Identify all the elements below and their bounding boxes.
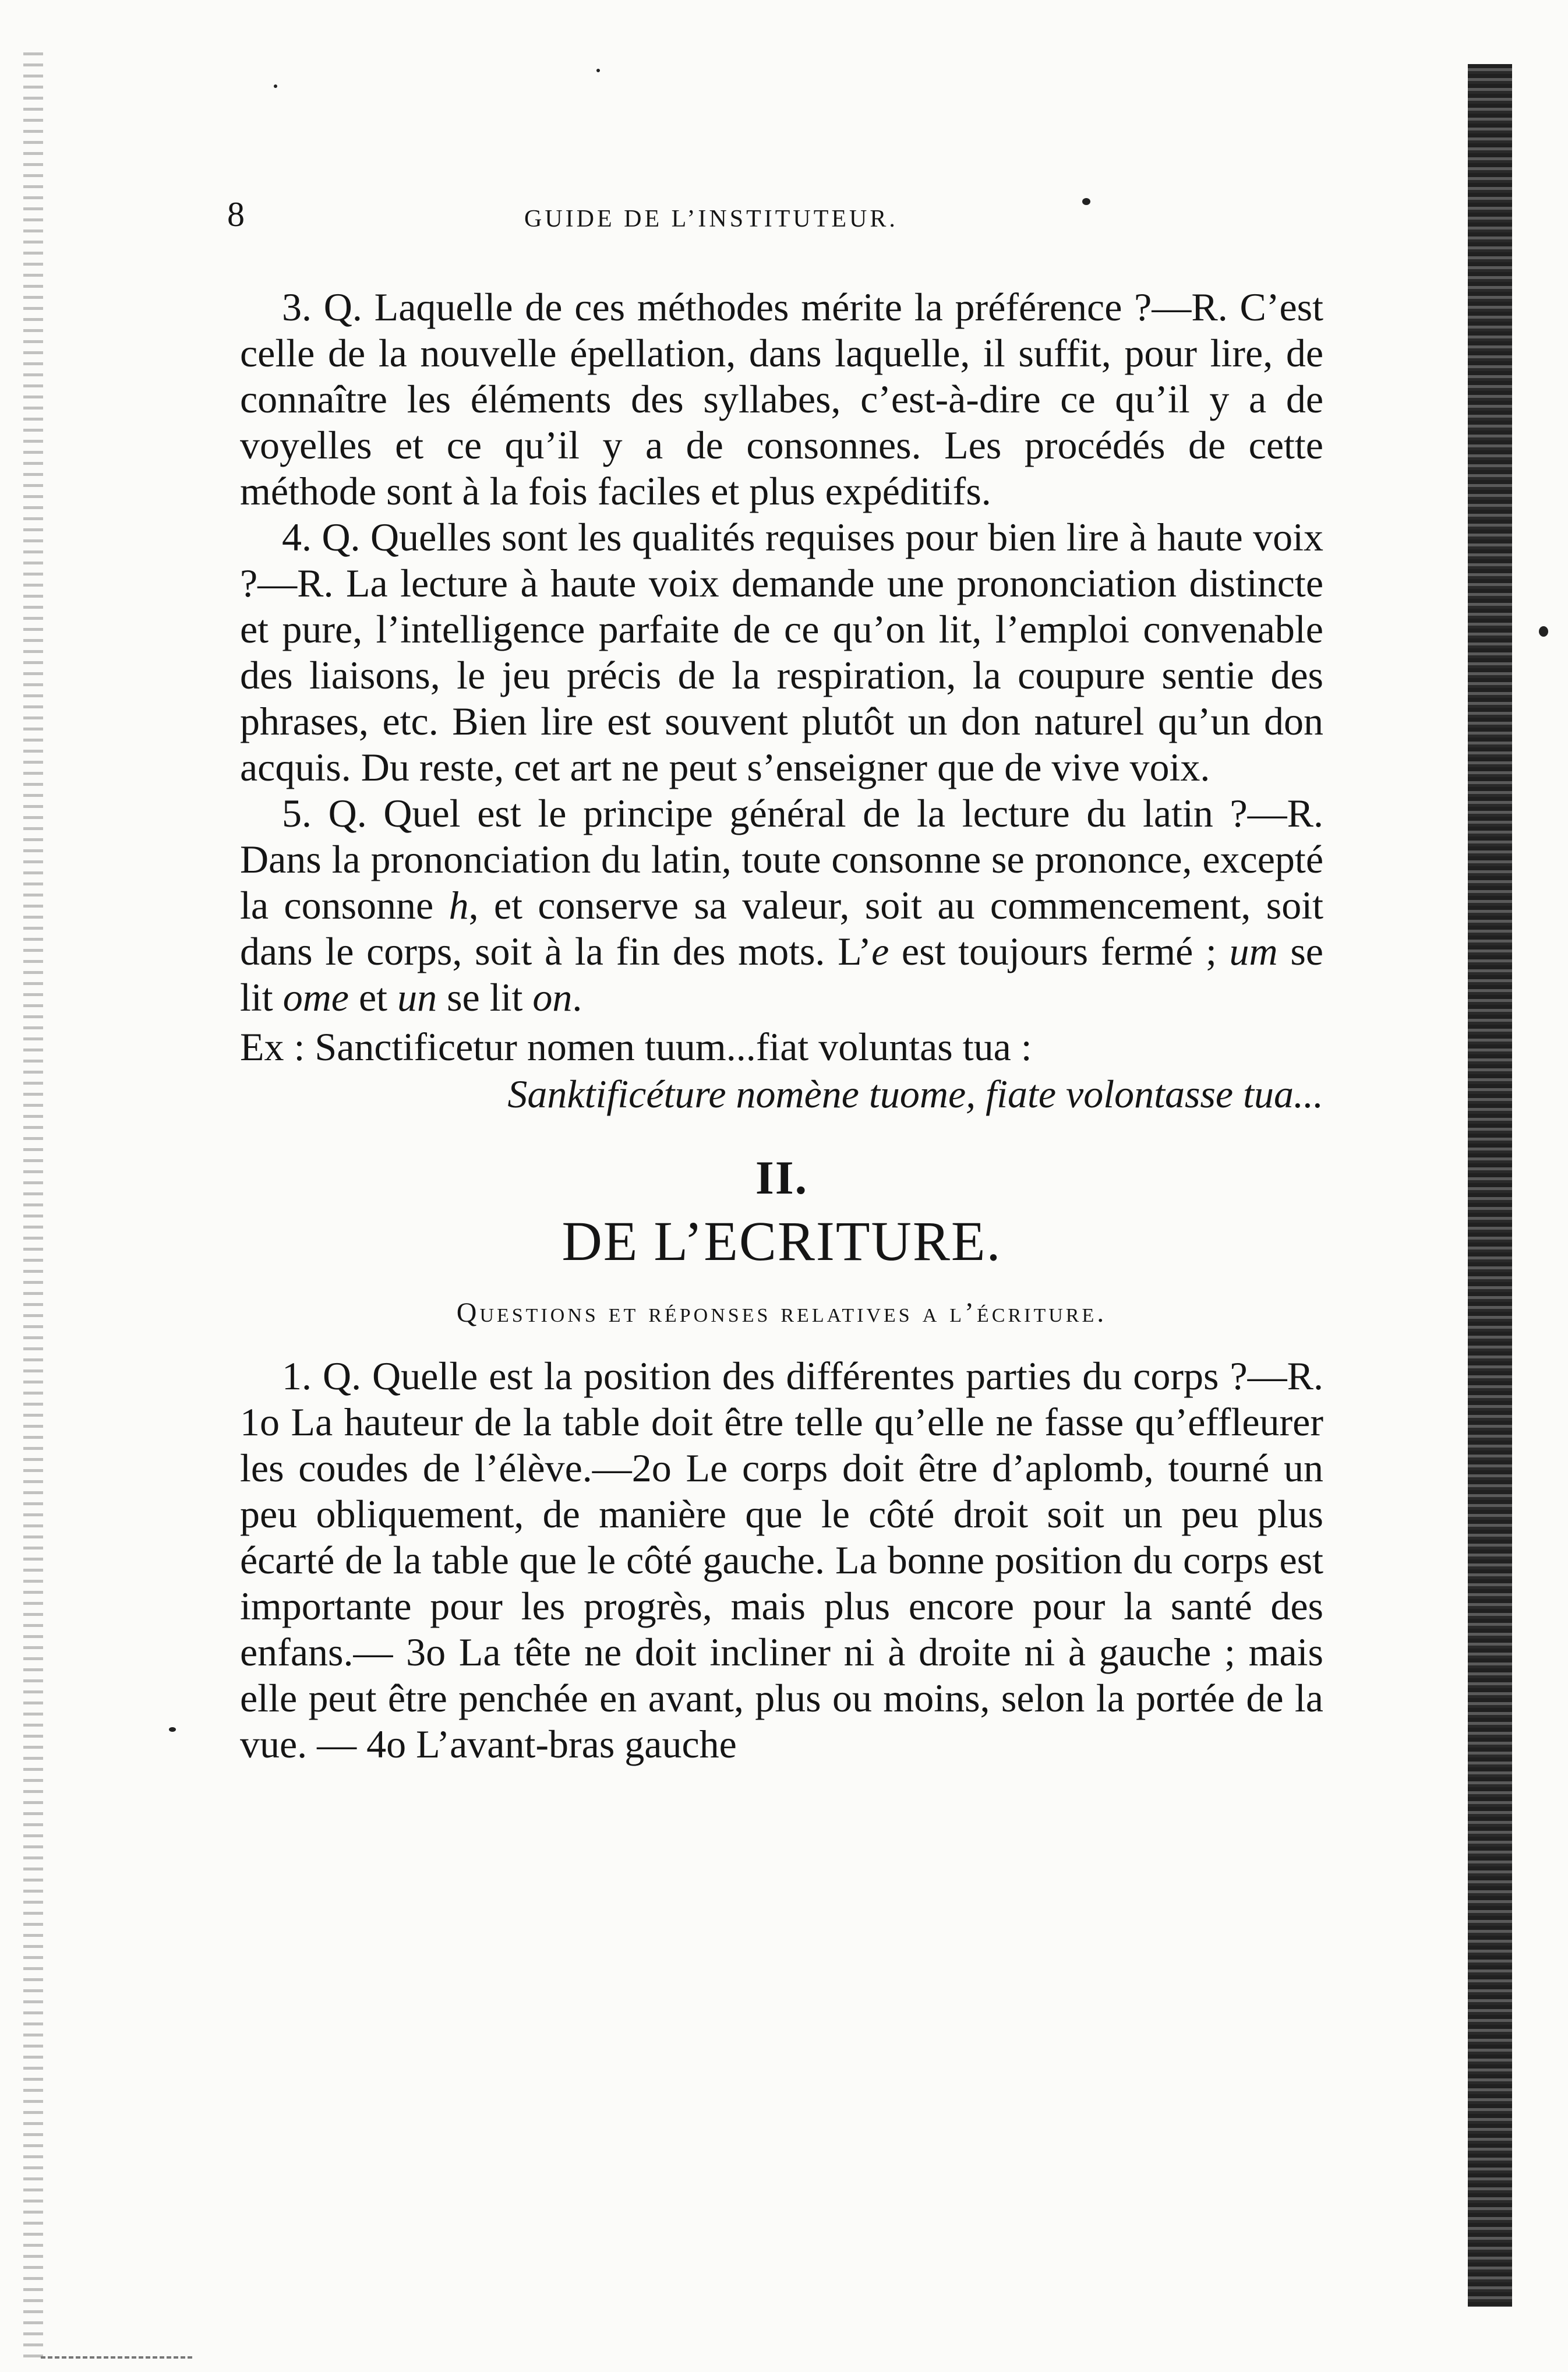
- question-text: Quelle est la position des différentes parties du corps ?—R. 1o La hauteur de la table doit être telle qu’elle ne fasse qu’effleurer les coudes de l’élève.—2o Le corps doit être d’aplomb, tourné un peu obliquement, de manière que le côté droit soit un peu plus écarté de la table que le côté gauche. La bonne position du corps est importante pour les progrès, mais plus encore pour la santé des enfans.— 3o La tête ne doit incliner ni à droite ni à gauche ; mais elle peut être penchée en avant, plus ou moins, selon la portée de la vue. — 4o L’avant-bras gauche: [240, 1354, 1323, 1766]
- question-text-part: se lit: [437, 975, 533, 1019]
- italic-ome: ome: [282, 975, 349, 1019]
- question-4: [240, 514, 1323, 790]
- latin-example: [240, 1024, 1323, 1117]
- running-title: GUIDE DE L’INSTITUTEUR.: [524, 206, 898, 232]
- question-text-part: .: [572, 975, 582, 1019]
- question-number: 5. Q.: [282, 791, 367, 835]
- question-text: Quelles sont les qualités requises pour bien lire à haute voix ?—R. La lecture à haute voix demande une prononciation distincte et pure, l’intelligence parfaite de ce qu’on lit, l’emploi convenable des liaisons, le jeu précis de la respiration, la coupure sentie des phrases, etc. Bien lire est souvent plutôt un don naturel qu’un don acquis. Du reste, cet art ne peut s’enseigner que de vive voix.: [240, 515, 1324, 789]
- question-number: 3. Q.: [282, 285, 362, 329]
- question-number: 1. Q.: [282, 1354, 362, 1398]
- page-number: 8: [227, 195, 245, 234]
- section-number: II.: [755, 1151, 808, 1204]
- italic-um: um: [1229, 929, 1278, 973]
- question-text-part: et: [348, 975, 398, 1019]
- question-3: [240, 284, 1323, 514]
- question-text-part: se lit: [240, 929, 1323, 1019]
- example-pronunciation: Sanktificéture nomène tuome, fiate volontasse tua...: [507, 1072, 1323, 1116]
- italic-on: on: [532, 975, 573, 1019]
- bottom-edge-mark: [41, 2356, 192, 2359]
- subsection-title: Questions et réponses relatives a l’écriture.: [456, 1297, 1107, 1328]
- question-text: Laquelle de ces méthodes mérite la préférence ?—R. C’est celle de la nouvelle épellation, dans laquelle, il suffit, pour lire, de connaître les éléments des syllabes, c’est-à-dire ce qu’il y a de voyelles et ce qu’il y a de consonnes. Les procédés de cette méthode sont à la fois faciles et plus expéditifs.: [240, 285, 1324, 513]
- question-number: 4. Q.: [282, 515, 361, 559]
- running-head: [227, 192, 1095, 239]
- italic-letter-h: h: [448, 883, 469, 927]
- example-latin-text: Ex : Sanctificetur nomen tuum...fiat voluntas tua :: [240, 1025, 1032, 1069]
- question-text-part: , et conserve sa valeur, soit au commencement, soit dans le corps, soit à la fin des mots. L’: [240, 883, 1323, 973]
- left-page-edge-shadow: [23, 52, 43, 2359]
- question-5: [240, 790, 1323, 1021]
- section-title: DE L’ECRITURE.: [561, 1210, 1002, 1272]
- question-text-part: est toujours fermé ;: [889, 929, 1230, 973]
- question-text-part: Quel est le principe général de la lecture du latin ?—R. Dans la prononciation du latin, toute consonne se prononce, excepté la consonne: [240, 791, 1324, 927]
- page-body: [240, 284, 1323, 1767]
- italic-un: un: [397, 975, 437, 1019]
- right-page-edge-binding: [1468, 64, 1512, 2307]
- question-1-ecriture: [240, 1353, 1323, 1767]
- italic-letter-e: e: [871, 929, 889, 973]
